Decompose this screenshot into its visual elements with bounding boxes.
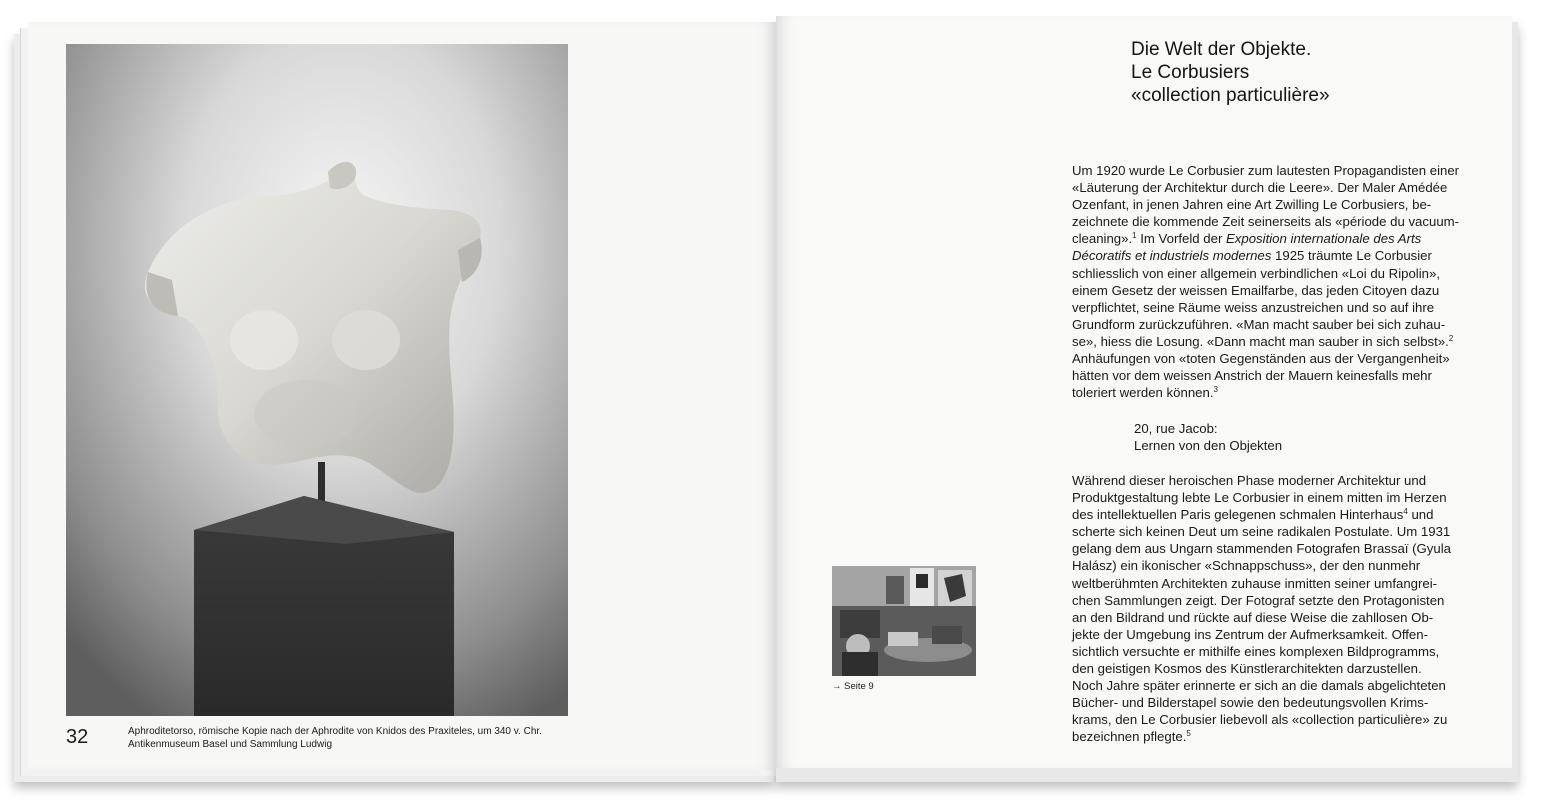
text-line: Produktgestaltung lebte Le Corbusier in einem mitten im Herzen <box>1072 490 1447 506</box>
text-line: an den Bildrand und rückte auf diese Weise die zahllosen Ob- <box>1072 609 1434 625</box>
text-span: Im Vorfeld der <box>1136 231 1226 247</box>
subheading-line: Lernen von den Objekten <box>1134 438 1283 454</box>
text-line: krams, den Le Corbusier liebevoll als «collection particulière» zu <box>1072 712 1448 728</box>
footnote-ref: 5 <box>1186 729 1191 739</box>
text-line: Bücher- und Bilderstapel sowie den bedeutungsvollen Krims- <box>1072 695 1429 711</box>
text-span: se», hiess die Losung. «Dann macht man sauber in sich selbst». <box>1072 333 1449 349</box>
heading-line: «collection particulière» <box>1131 85 1330 106</box>
text-line: scherte sich keinen Deut um seine radikalen Postulate. Um 1931 <box>1072 524 1451 540</box>
italic-title: Exposition internationale des Arts <box>1226 231 1422 247</box>
caption-line: Aphroditetorso, römische Kopie nach der Aphrodite von Knidos des Praxiteles, um 340 v. Chr. <box>128 726 542 737</box>
footnote-ref: 3 <box>1213 385 1218 395</box>
footnote-ref: 4 <box>1403 507 1408 517</box>
heading-line: Le Corbusiers <box>1131 62 1250 83</box>
section-subheading <box>1134 420 1282 454</box>
text-span: toleriert werden können. <box>1072 385 1214 401</box>
italic-title: Décoratifs et industriels modernes <box>1072 248 1272 264</box>
text-line: gelang dem aus Ungarn stammenden Fotografen Brassaï (Gyula <box>1072 541 1451 557</box>
subheading-line: 20, rue Jacob: <box>1134 421 1218 436</box>
page-reference: → Seite 9 <box>832 681 874 692</box>
text-line: hätten vor dem weissen Anstrich der Mauern keinesfalls mehr <box>1072 368 1432 384</box>
text-line: «Läuterung der Architektur durch die Leere». Der Maler Amédée <box>1072 180 1448 196</box>
text-line: Noch Jahre später erinnerte er sich an die damals abgelichteten <box>1072 678 1446 694</box>
text-line <box>1072 506 1484 523</box>
text-line: jekte der Umgebung ins Zentrum der Aufmerksamkeit. Offen- <box>1072 626 1428 642</box>
text-span: und <box>1407 507 1434 523</box>
text-line: den geistigen Kosmos des Künstlerarchitekten darzustellen. <box>1072 661 1422 677</box>
text-line: Während dieser heroischen Phase moderner Architektur und <box>1072 473 1427 488</box>
text-line: Ozenfant, in jenen Jahren eine Art Zwilling Le Corbusiers, be- <box>1072 197 1432 213</box>
heading-line: Die Welt der Objekte. <box>1131 39 1312 60</box>
paragraph-1 <box>1072 162 1484 401</box>
interior-photo-image <box>832 566 976 676</box>
text-line <box>1072 333 1484 350</box>
text-line: Um 1920 wurde Le Corbusier zum lautesten Propagandisten einer <box>1072 163 1460 178</box>
text-line: schliesslich von einer allgemein verbindlichen «Loi du Ripolin», <box>1072 265 1440 281</box>
text-span: bezeichnen pflegte. <box>1072 729 1187 745</box>
text-line: chen Sammlungen zeigt. Der Fotograf setzte den Protagonisten <box>1072 592 1445 608</box>
text-line: weltberühmten Architekten zuhause inmitten seiner umfangrei- <box>1072 575 1438 591</box>
text-span: 1925 träumte Le Corbusier <box>1271 248 1432 264</box>
page-number: 32 <box>66 726 89 748</box>
text-line: Anhäufungen von «toten Gegenständen aus der Vergangenheit» <box>1072 351 1450 367</box>
text-line: sichtlich versuchte er mithilfe eines komplexen Bildprogramms, <box>1072 643 1440 659</box>
text-line <box>1072 384 1484 401</box>
footnote-ref: 1 <box>1132 231 1137 241</box>
chapter-heading <box>1131 38 1330 107</box>
paragraph-2 <box>1072 472 1484 746</box>
caption-line: Antikenmuseum Basel und Sammlung Ludwig <box>128 739 332 750</box>
footnote-ref: 2 <box>1448 333 1454 343</box>
text-line: einem Gesetz der weissen Emailfarbe, das jeden Citoyen dazu <box>1072 282 1440 298</box>
brassai-photo-thumbnail <box>832 566 976 676</box>
text-span: cleaning». <box>1072 231 1133 247</box>
text-line <box>1072 230 1484 247</box>
image-caption <box>128 725 568 751</box>
text-line: Halász) ein ikonischer «Schnappschuss», der den nunmehr <box>1072 558 1421 574</box>
text-line <box>1072 247 1484 264</box>
torso-photo <box>66 44 568 716</box>
text-line <box>1072 728 1484 745</box>
text-line: zeichnete die kommende Zeit seinerseits als «période du vacuum- <box>1072 214 1460 230</box>
aphrodite-torso-image <box>66 44 568 716</box>
text-line: Grundform zurückzuführen. «Man macht sauber bei sich zuhau- <box>1072 316 1446 332</box>
text-span: des intellektuellen Paris gelegenen schmalen Hinterhaus <box>1072 507 1404 523</box>
text-line: verpflichtet, seine Räume weiss anzustreichen und so auf ihre <box>1072 299 1435 315</box>
